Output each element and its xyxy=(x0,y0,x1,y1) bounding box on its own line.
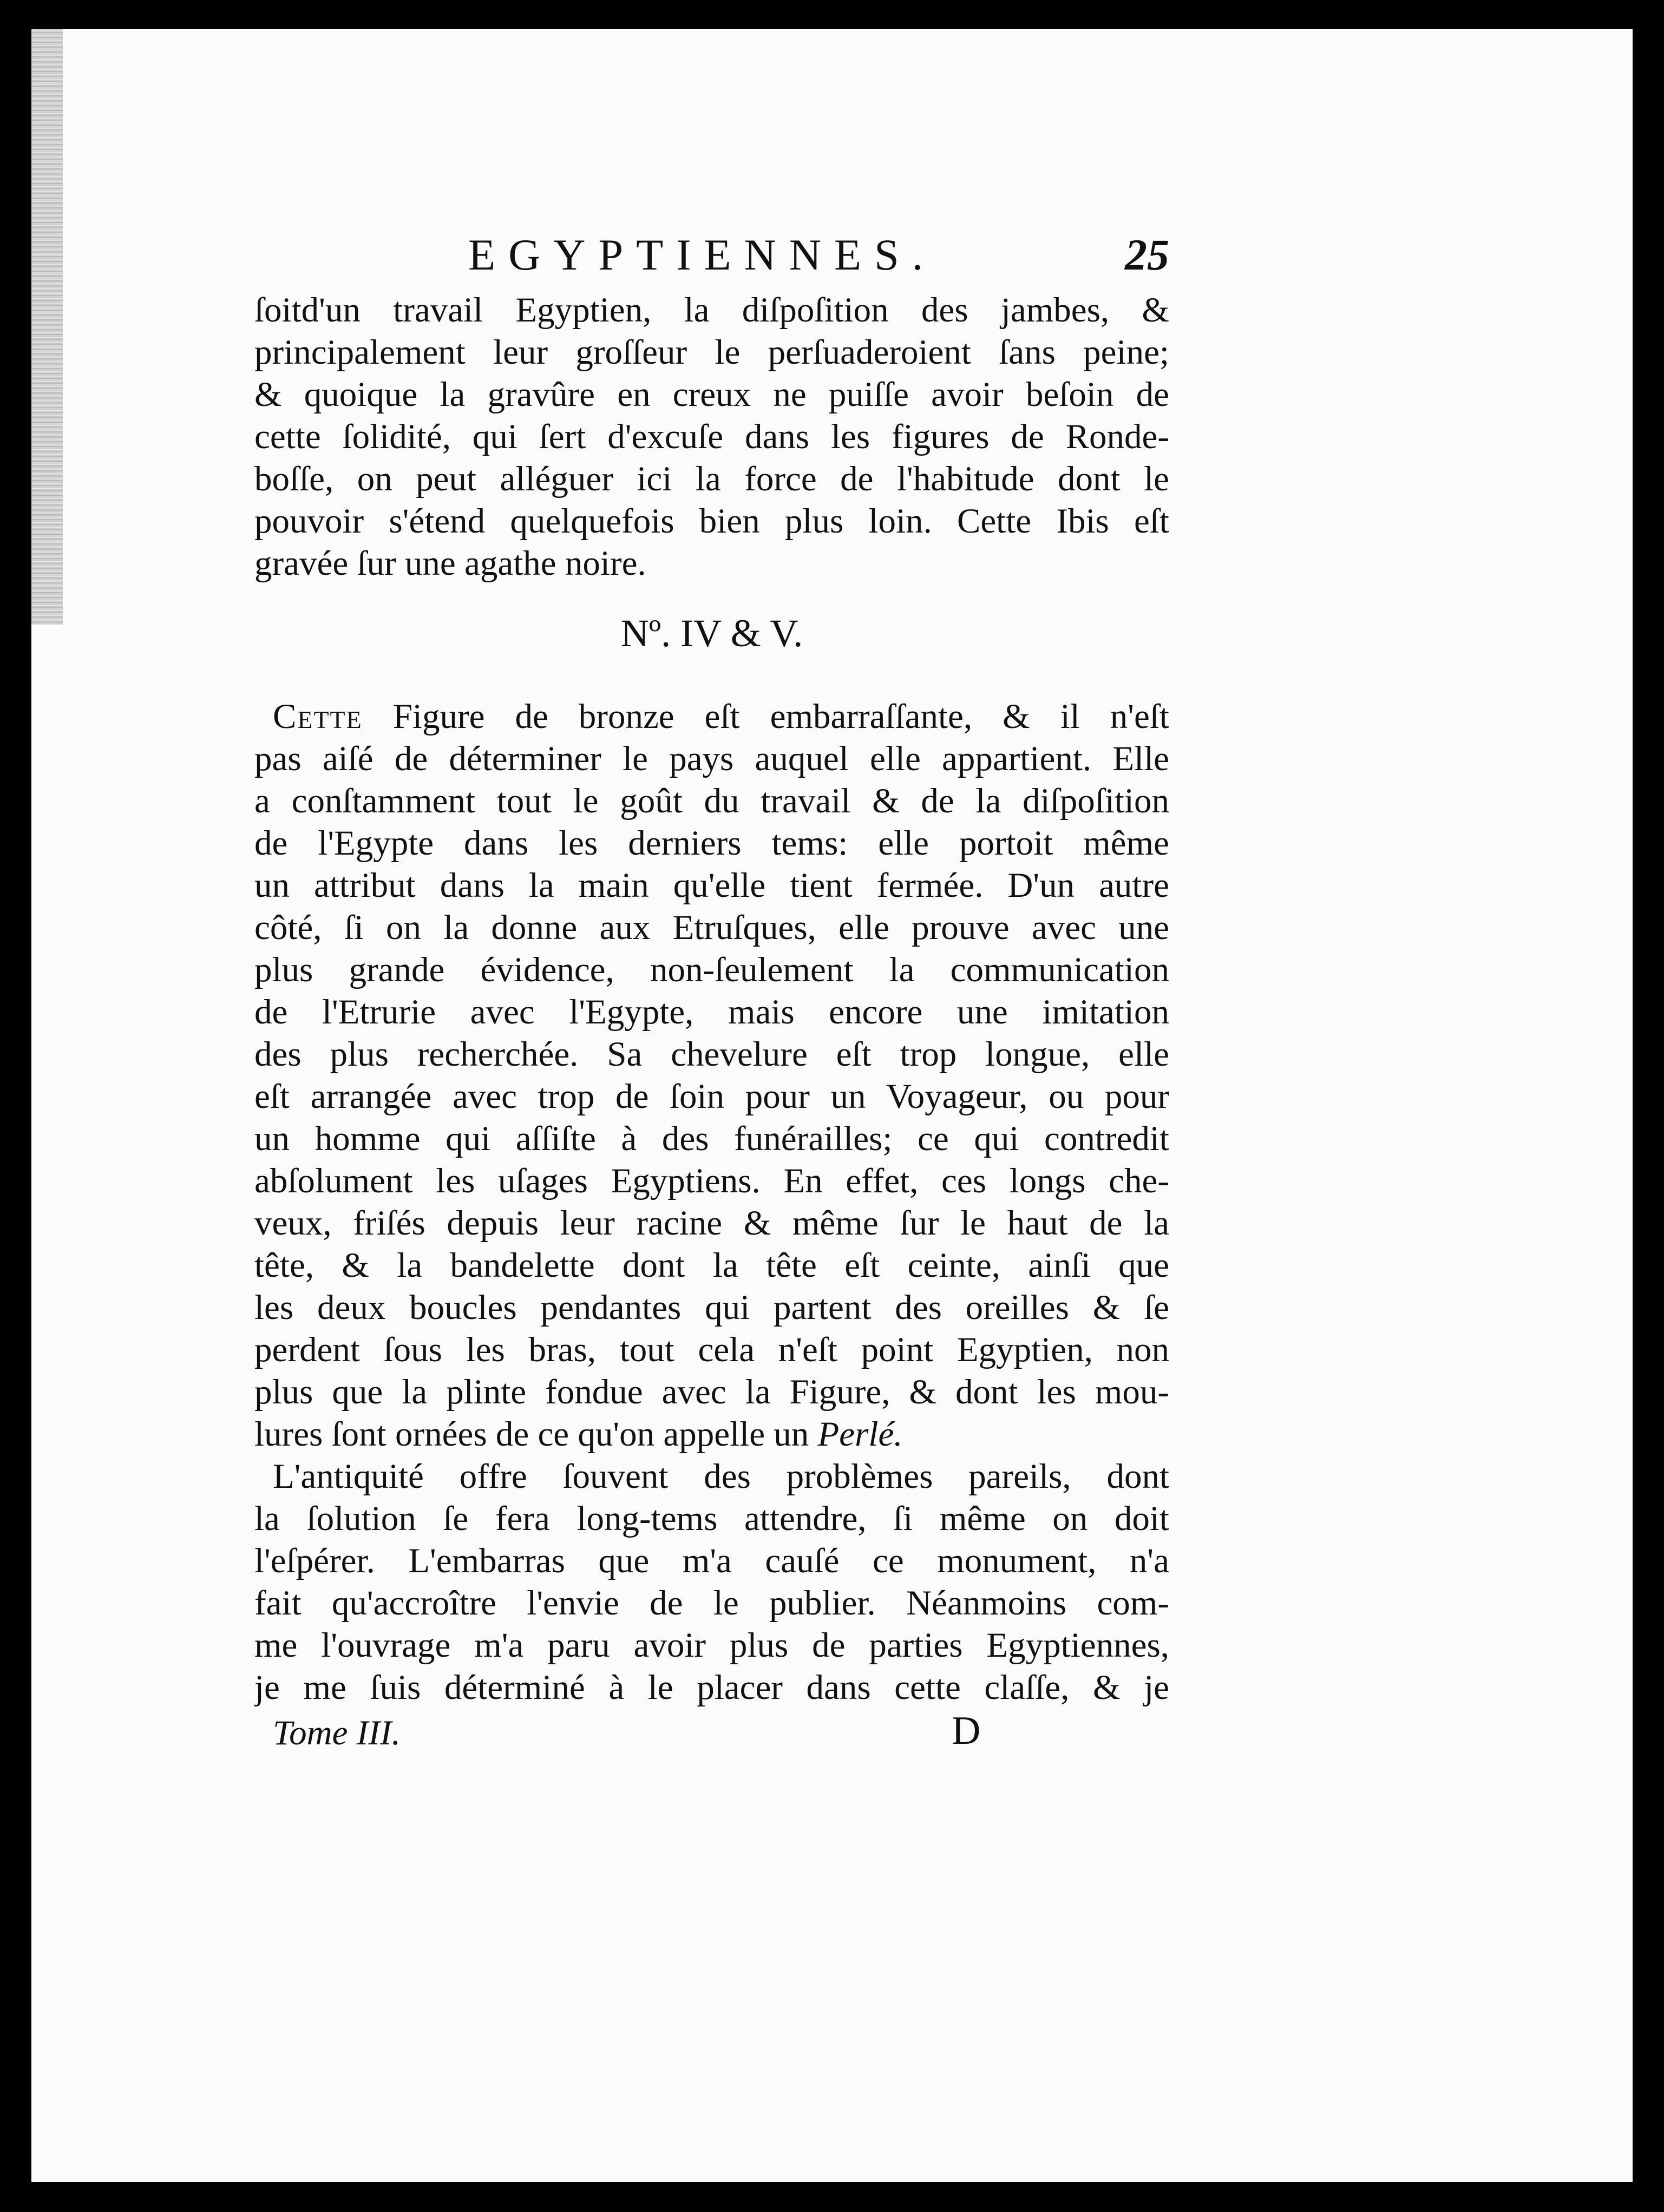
text-line: pouvoir s'étend quelquefois bien plus loin. Cette Ibis eſt xyxy=(254,502,1169,541)
text-line: tête, & la bandelette dont la tête eſt ceinte, ainſi que xyxy=(254,1246,1169,1285)
text-line: a conſtamment tout le goût du travail & de la diſpoſition xyxy=(254,782,1169,821)
text-line: perdent ſous les bras, tout cela n'eſt point Egyptien, non xyxy=(254,1330,1169,1369)
text-line-first xyxy=(254,695,1169,738)
opening-word: Cette xyxy=(273,697,363,736)
first-line-rest: Figure de bronze eſt embarraſſante, & il n'eſt xyxy=(362,697,1169,736)
binding-edge-shadow xyxy=(31,29,63,625)
text-line: veux, friſés depuis leur racine & même ſur le haut de la xyxy=(254,1204,1169,1243)
text-line: je me ſuis déterminé à le placer dans cette claſſe, & je xyxy=(254,1668,1169,1707)
text-line: de l'Etrurie avec l'Egypte, mais encore une imitation xyxy=(254,993,1169,1032)
text-line: un homme qui aſſiſte à des funérailles; ce qui contredit xyxy=(254,1119,1169,1158)
signature-mark: D xyxy=(952,1709,981,1753)
section-heading: Nº. IV & V. xyxy=(620,612,803,655)
text-line: me l'ouvrage m'a paru avoir plus de parties Egyptiennes, xyxy=(254,1626,1169,1665)
text-line: des plus recherchée. Sa chevelure eſt trop longue, elle xyxy=(254,1035,1169,1074)
last-line-text: lures ſont ornées de ce qu'on appelle un xyxy=(254,1415,818,1454)
paragraph-continuation xyxy=(254,289,1169,585)
text-line: gravée ſur une agathe noire. xyxy=(254,544,646,583)
text-line: boſſe, on peut alléguer ici la force de l'habitude dont le xyxy=(254,460,1169,498)
text-line: la ſolution ſe fera long-tems attendre, ſi même on doit xyxy=(254,1499,1169,1538)
running-head xyxy=(254,229,1169,289)
text-line: pas aiſé de déterminer le pays auquel elle appartient. Elle xyxy=(254,739,1169,778)
text-line: fait qu'accroître l'envie de le publier. Néanmoins com- xyxy=(254,1584,1169,1623)
text-line: côté, ſi on la donne aux Etruſques, elle prouve avec une xyxy=(254,908,1169,947)
text-line: cette ſolidité, qui ſert d'excuſe dans les figures de Ronde- xyxy=(254,417,1169,456)
text-line: ſoitd'un travail Egyptien, la diſpoſition des jambes, & xyxy=(254,291,1169,330)
paragraph-figure-description xyxy=(254,695,1169,1455)
page-footer xyxy=(254,1709,1169,1757)
text-block xyxy=(254,229,1169,1757)
italic-term: Perlé. xyxy=(817,1415,903,1454)
text-line-last xyxy=(254,1413,1169,1455)
text-line: abſolument les uſages Egyptiens. En effet, ces longs che- xyxy=(254,1161,1169,1200)
text-line: plus que la plinte fondue avec la Figure, & dont les mou- xyxy=(254,1373,1169,1412)
text-line: principalement leur groſſeur le perſuaderoient ſans peine; xyxy=(254,333,1169,372)
text-line: un attribut dans la main qu'elle tient fermée. D'un autre xyxy=(254,866,1169,905)
book-page xyxy=(31,29,1633,2182)
page-number: 25 xyxy=(1125,230,1169,279)
volume-label: Tome III. xyxy=(273,1714,401,1752)
text-line: les deux boucles pendantes qui partent des oreilles & ſe xyxy=(254,1288,1169,1327)
text-line: & quoique la gravûre en creux ne puiſſe avoir beſoin de xyxy=(254,375,1169,414)
text-line-first: L'antiquité offre ſouvent des problèmes pareils, dont xyxy=(273,1457,1169,1496)
text-line: eſt arrangée avec trop de ſoin pour un Voyageur, ou pour xyxy=(254,1077,1169,1116)
paragraph-antiquity xyxy=(254,1455,1169,1709)
text-line: plus grande évidence, non-ſeulement la communication xyxy=(254,950,1169,989)
text-line: l'eſpérer. L'embarras que m'a cauſé ce monument, n'a xyxy=(254,1541,1169,1580)
running-title: EGYPTIENNES. xyxy=(468,230,936,279)
text-line: de l'Egypte dans les derniers tems: elle portoit même xyxy=(254,824,1169,863)
